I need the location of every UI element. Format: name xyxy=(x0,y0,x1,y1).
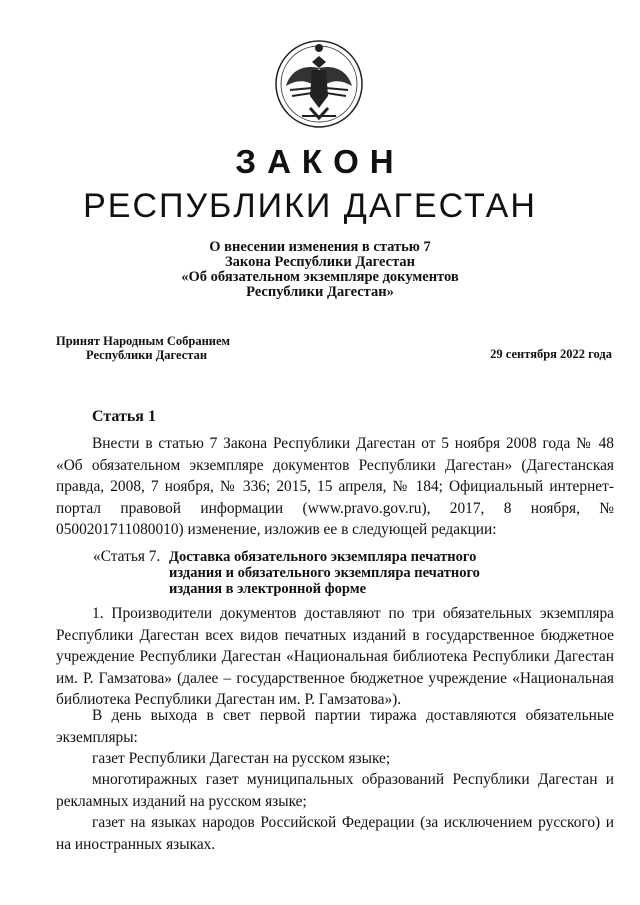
quoted-title-line: Доставка обязательного экземпляра печатного xyxy=(169,549,477,565)
subtitle-line: «Об обязательном экземпляре документов xyxy=(181,269,459,285)
paragraph-1 xyxy=(56,603,614,711)
list-item-text: газет Республики Дагестан на русском языке; xyxy=(92,750,391,767)
list-item-text: многотиражных газет муниципальных образований Республики Дагестан и рекламных изданий на русском языке; xyxy=(56,771,614,810)
subtitle-line: Республики Дагестан» xyxy=(246,284,394,300)
paragraph-2 xyxy=(56,705,614,748)
list-item xyxy=(56,812,614,855)
coat-of-arms-icon xyxy=(272,38,366,130)
subtitle-line: Закона Республики Дагестан xyxy=(225,254,415,270)
quoted-title-line: издания и обязательного экземпляра печатного xyxy=(169,565,480,581)
quoted-title-line: издания в электронной форме xyxy=(169,581,367,597)
quoted-article-label: «Статья 7. xyxy=(93,548,161,565)
adoption-date: 29 сентября 2022 года xyxy=(490,347,612,361)
list-item xyxy=(56,748,614,770)
document-issuer: РЕСПУБЛИКИ ДАГЕСТАН xyxy=(83,187,537,225)
list-item-text: газет на языках народов Российской Федерации (за исключением русского) и на иностранных языках. xyxy=(56,814,614,853)
article-intro-text: Внести в статью 7 Закона Республики Дагестан от 5 ноября 2008 года № 48 «Об обязательном экземпляре документов Республики Дагестан» (Дагестанская правда, 2008, 7 ноября, № 336; 2015, 15 апреля, № 184; Официальный интернет-портал правовой информации (www.pravo.gov.ru), 2017, 8 ноября, № 0500201711080010) изменение, изложив ее в следующей редакции: xyxy=(56,435,614,538)
adoption-line-2: Республики Дагестан xyxy=(86,348,208,362)
paragraph-1-text: 1. Производители документов доставляют по три обязательных экземпляра Республики Дагестан всех видов печатных изданий в государственное бюджетное учреждение Республики Дагестан «Национальная библиотека Республики Дагестан им. Р. Гамзатова» (далее – государственное бюджетное учреждение «Национальная библиотека Республики Дагестан им. Р. Гамзатова»). xyxy=(56,605,614,708)
paragraph-2-text: В день выхода в свет первой партии тиража доставляются обязательные экземпляры: xyxy=(56,707,614,746)
article-heading: Статья 1 xyxy=(92,408,156,425)
subtitle-line: О внесении изменения в статью 7 xyxy=(209,239,431,255)
article-intro xyxy=(56,433,614,541)
adoption-line-1: Принят Народным Собранием xyxy=(56,334,231,348)
adoption-info xyxy=(56,334,230,362)
document-title: ЗАКОН xyxy=(235,143,405,180)
law-subtitle xyxy=(0,240,640,300)
list-item xyxy=(56,769,614,812)
quoted-article-title xyxy=(93,549,480,597)
